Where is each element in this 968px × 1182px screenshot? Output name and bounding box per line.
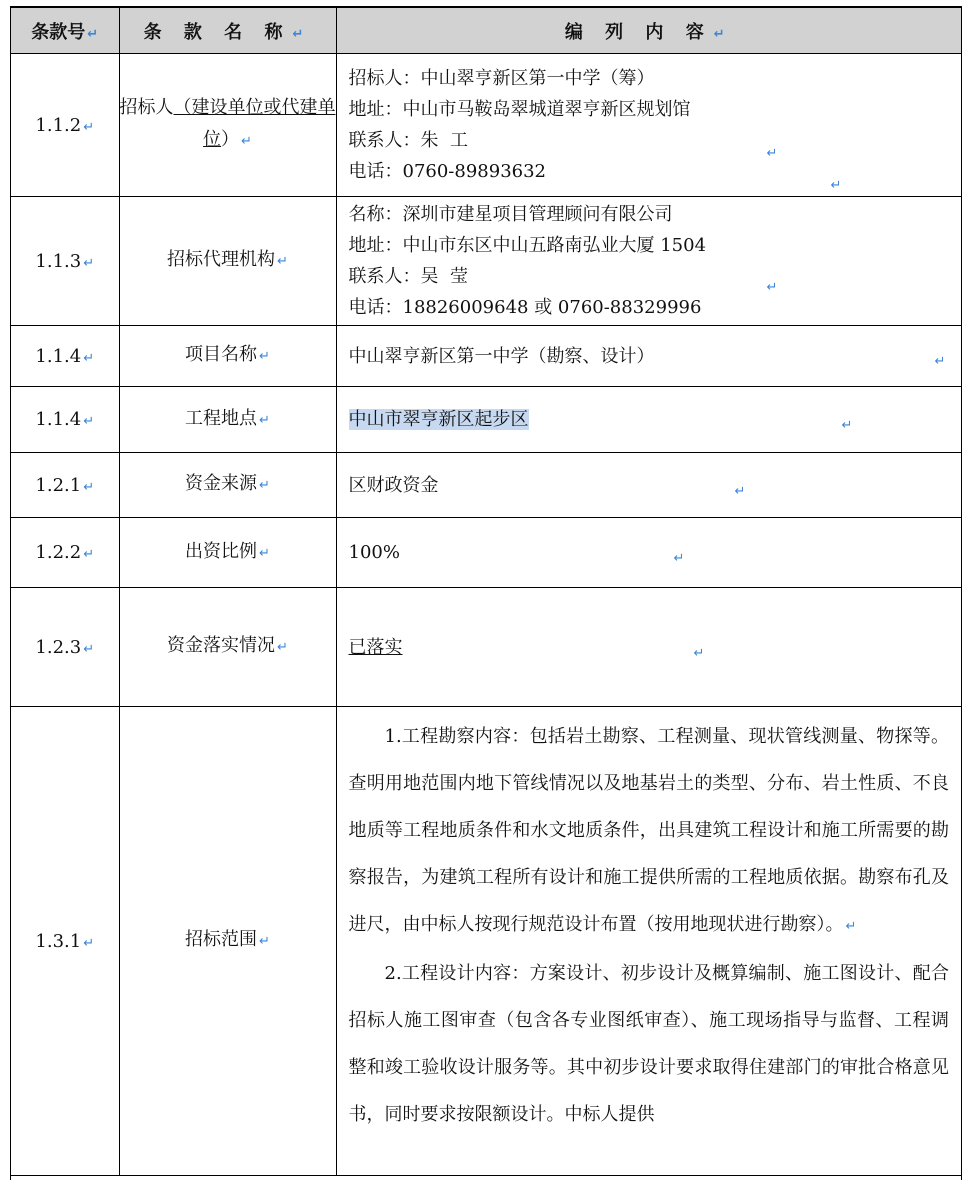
document-page [10,6,962,1180]
clause-table [11,8,961,1176]
table-row [11,197,961,326]
clause-content: 名称：深圳市建星项目管理顾问有限公司 地址：中山市东区中山五路南弘业大厦 1504 联系人：吴 莹 电话：18826009648 或 0760-88329996 ↵ [336,197,961,326]
scope-text [349,707,950,1168]
clause-name: 项目名称 ↵ [119,326,336,387]
header-content: 编 列 内 容 ↵ [336,8,961,54]
clause-content: 招标人：中山翠亨新区第一中学（筹） 地址：中山市马鞍岛翠城道翠亨新区规划馆 联系人：朱 工 电话：0760-89893632 ↵ ↵ [336,54,961,197]
clause-content: 中山翠亨新区第一中学（勘察、设计） ↵ [336,326,961,387]
clause-content: 中山市翠亨新区起步区 ↵ [336,387,961,453]
clause-content [336,707,961,1176]
header-clause-name: 条 款 名 称 ↵ [119,8,336,54]
clause-name: 招标范围 ↵ [119,707,336,1176]
clause-number: 1.2.2 ↵ [11,518,119,588]
clause-name: 招标代理机构 ↵ [119,197,336,326]
table-row [11,707,961,1176]
clause-name: 工程地点 ↵ [119,387,336,453]
clause-number: 1.2.1 ↵ [11,453,119,518]
clause-number: 1.3.1 ↵ [11,707,119,1176]
header-row [11,8,961,54]
clause-number: 1.1.4 ↵ [11,387,119,453]
clause-content: 100% ↵ [336,518,961,588]
clause-content: 已落实 ↵ [336,588,961,707]
clause-name: 招标人（建设单位或代建单位） ↵ [119,54,336,197]
table-row [11,54,961,197]
scope-paragraph-survey: 1.工程勘察内容：包括岩土勘察、工程测量、现状管线测量、物探等。查明用地范围内地下管线情况以及地基岩土的类型、分布、岩土性质、不良地质等工程地质条件和水文地质条件，出具建筑工程设计和施工所需要的勘察报告，为建筑工程所有设计和施工提供所需的工程地质依据。勘察布孔及进尺，由中标人按现行规范设计布置（按用地现状进行勘察）。 ↵ [348,726,949,935]
clause-number: 1.1.3 ↵ [11,197,119,326]
clause-name: 资金来源 ↵ [119,453,336,518]
table-row [11,518,961,588]
clause-name: 出资比例 ↵ [119,518,336,588]
clause-number: 1.2.3 ↵ [11,588,119,707]
clause-content: 区财政资金 ↵ [336,453,961,518]
table-row [11,588,961,707]
table-row [11,387,961,453]
clause-name: 资金落实情况 ↵ [119,588,336,707]
header-clause-number: 条款号 ↵ [11,8,119,54]
table-row [11,326,961,387]
clause-number: 1.1.4 ↵ [11,326,119,387]
table-row [11,453,961,518]
scope-paragraph-design: 2.工程设计内容：方案设计、初步设计及概算编制、施工图设计、配合招标人施工图审查（包含各专业图纸审查）、施工现场指导与监督、工程调整和竣工验收设计服务等。其中初步设计要求取得住建部门的审批合格意见书，同时要求按限额设计。中标人提供 [348,963,949,1125]
clause-number: 1.1.2 ↵ [11,54,119,197]
selected-text[interactable]: 中山市翠亨新区起步区 [348,409,529,430]
